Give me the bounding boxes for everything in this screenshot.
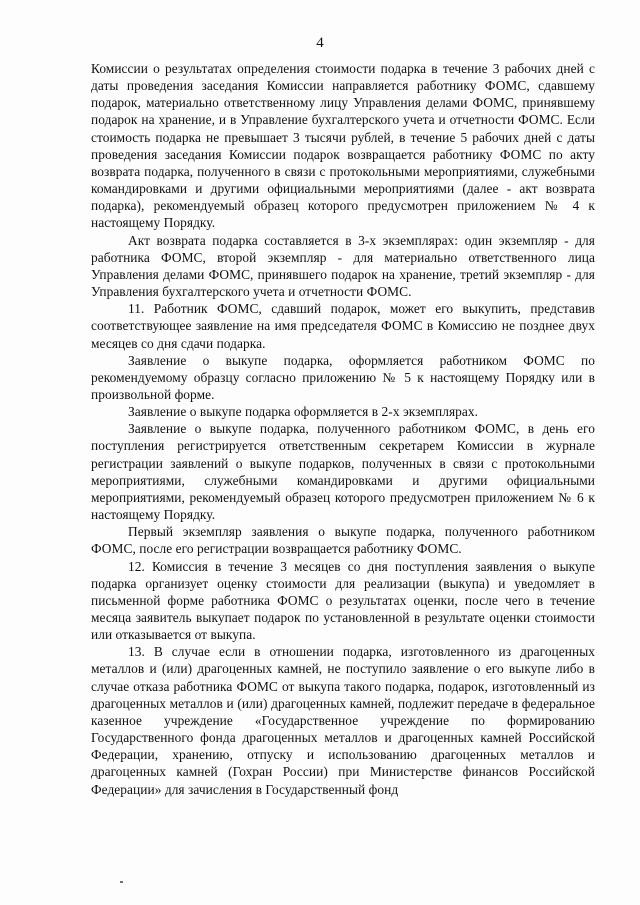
- paragraph-buyout-application-copies: Заявление о выкупе подарка оформляется в 2-х экземплярах.: [128, 404, 479, 420]
- paragraph-clause-13: 13. В случае если в отношении подарка, изготовленного из драгоценных металлов и (или) драгоценных камней, не поступило заявление о его выкупе либо в случае отказа работника ФОМС от выкупа такого подарка, подарок, изготовленный из драгоценных металлов и (или) драгоценных камней, подлежит передаче в федеральное казенное учреждение «Государственное учреждение по формированию Государственного фонда драгоценных металлов и драгоценных камней Российской Федерации, хранению, отпуску и использованию драгоценных металлов и драгоценных камней (Гохран России) при Министерстве финансов Российской Федерации» для зачисления в Государственный фонд: [91, 644, 595, 797]
- paragraph-buyout-application-form: Заявление о выкупе подарка, оформляется работником ФОМС по рекомендуемому образцу согласно приложению № 5 к настоящему Порядку или в произвольной форме.: [91, 352, 595, 402]
- scan-speck: [120, 881, 123, 883]
- document-body: [91, 60, 595, 798]
- paragraph-clause-11: 11. Работник ФОМС, сдавший подарок, может его выкупить, представив соответствующее заявление на имя председателя ФОМС в Комиссию не позднее двух месяцев со дня сдачи подарка.: [91, 301, 595, 351]
- page-number: 4: [316, 35, 324, 51]
- paragraph-buyout-application-registration: Заявление о выкупе подарка, полученного работником ФОМС, в день его поступления регистрируется ответственным секретарем Комиссии в журнале регистрации заявлений о выкупе подарков, полученных в связи с протокольными мероприятиями, служебными командировками и другими официальными мероприятиями, рекомендуемый образец которого предусмотрен приложением № 6 к настоящему Порядку.: [91, 421, 595, 523]
- paragraph-first-copy-return: Первый экземпляр заявления о выкупе подарка, полученного работником ФОМС, после его регистрации возвращается работнику ФОМС.: [91, 524, 595, 557]
- paragraph-return-act-copies: Акт возврата подарка составляется в 3-х экземплярах: один экземпляр - для работника ФОМС, второй экземпляр - для материально ответственного лица Управления делами ФОМС, принявшего подарок на хранение, третий экземпляр - для Управления бухгалтерского учета и отчетности ФОМС.: [91, 232, 595, 300]
- paragraph-continuation: Комиссии о результатах определения стоимости подарка в течение 3 рабочих дней с даты проведения заседания Комиссии направляется работнику ФОМС, сдавшему подарок, материально ответственному лицу Управления делами ФОМС, принявшему подарок на хранение, и в Управление бухгалтерского учета и отчетности ФОМС. Если стоимость подарка не превышает 3 тысячи рублей, в течение 5 рабочих дней с даты проведения заседания Комиссии подарок возвращается работнику ФОМС по акту возврата подарка, полученного в связи с протокольными мероприятиями, служебными командировками и другими официальными мероприятиями (далее - акт возврата подарка), рекомендуемый образец которого предусмотрен приложением № 4 к настоящему Порядку.: [91, 61, 595, 231]
- paragraph-clause-12: 12. Комиссия в течение 3 месяцев со дня поступления заявления о выкупе подарка организует оценку стоимости для реализации (выкупа) и уведомляет в письменной форме работника ФОМС о результатах оценки, после чего в течение месяца заявитель выкупает подарок по установленной в результате оценки стоимости или отказывается от выкупа.: [91, 558, 595, 643]
